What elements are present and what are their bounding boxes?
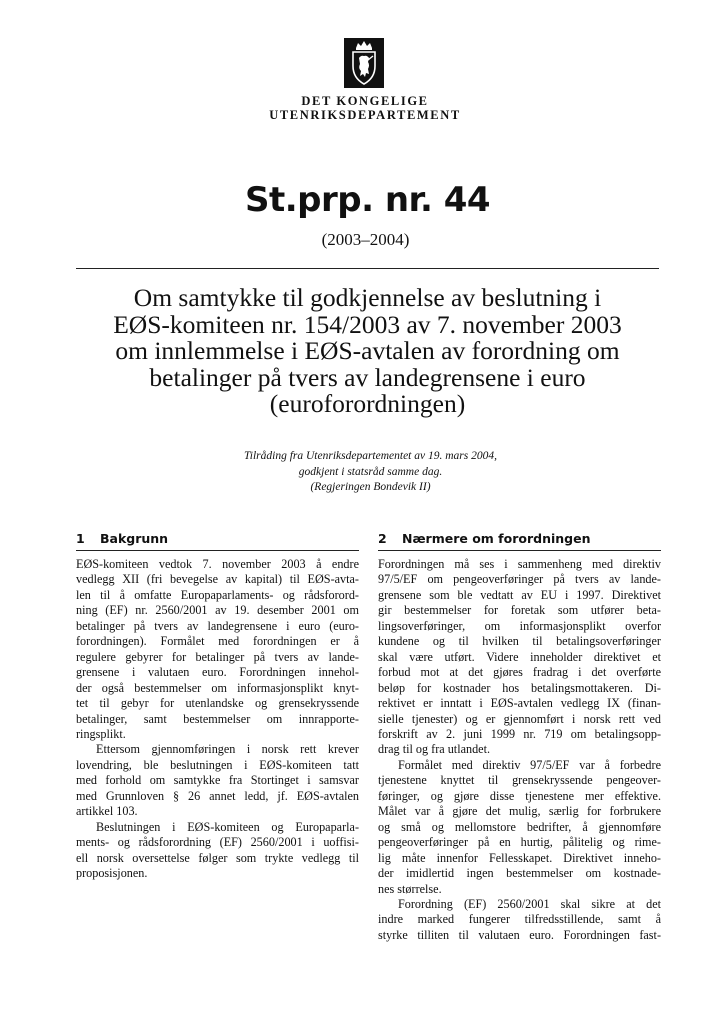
body-line: 97/5/EF om pengeoverføringer på tvers av lande- xyxy=(378,572,661,587)
body-line: kundene og til hvilken til betalingsoverføringer xyxy=(378,634,661,649)
title-line: betalinger på tvers av landegrensene i euro xyxy=(149,362,586,392)
norway-coat-of-arms-icon xyxy=(344,38,384,88)
section-regulation-details xyxy=(378,530,661,943)
body-line: styrke tilliten til valutaen euro. Forordningen fast- xyxy=(378,927,661,942)
body-line: forbud mot at det gjøres fradrag i det overførte xyxy=(378,665,661,680)
body-line: ning (EF) nr. 2560/2001 av 19. desember 2001 om xyxy=(76,603,359,618)
body-line: der også bestemmelser om informasjonsplikt knyt- xyxy=(76,680,359,695)
section-heading xyxy=(378,530,661,551)
body-line: lingsoverføringer, om informasjonsplikt overfor xyxy=(378,618,661,633)
body-line: ringsplikt. xyxy=(76,726,126,741)
body-line: tjenestene knyttet til grensekryssende pengeover- xyxy=(378,773,661,788)
section-background xyxy=(76,530,359,882)
body-line: forordningen). Formålet med forordningen er å xyxy=(76,634,359,649)
body-line: lig måte innenfor Fellesskapet. Direktivet inneho- xyxy=(378,850,661,865)
section-number: 2 xyxy=(378,531,387,546)
title-line: (euroforordningen) xyxy=(269,389,466,418)
body-line: Formålet med direktiv 97/5/EF var å forbedre xyxy=(398,757,661,772)
body-line: ments- og rådsforordning (EF) 2560/2001 i uoffisi- xyxy=(76,835,359,850)
body-line: føringer, og gjøre disse tjenestene mer effektive. xyxy=(378,788,661,803)
body-line: Forordningen må ses i sammenheng med direktiv xyxy=(378,557,661,571)
submission-line: Tilråding fra Utenriksdepartementet av 19. mars 2004, xyxy=(244,450,497,462)
section-heading xyxy=(76,530,359,551)
body-line: tet til gebyr for utenlandske og grensekryssende xyxy=(76,696,359,711)
body-line: proposisjonen. xyxy=(76,866,148,881)
body-line: drag til og fra utlandet. xyxy=(378,742,491,757)
body-line: lovendring, ble beslutningen i EØS-komiteen tatt xyxy=(76,757,359,772)
body-line: grensene som ble vedtatt av EU i 1997. Direktivet xyxy=(378,587,661,602)
body-line: skal være utført. Videre inneholder direktivet et xyxy=(378,649,661,664)
body-line: med Grunnloven § 26 annet ledd, jf. EØS-avtalen xyxy=(76,788,359,803)
session-years: (2003–2004) xyxy=(321,230,410,249)
body-line: Beslutningen i EØS-komiteen og Europaparla- xyxy=(96,819,359,834)
body-line: gir bestemmelser for foretak som utfører beta- xyxy=(378,603,661,618)
section-number: 1 xyxy=(76,531,85,546)
title-line: Om samtykke til godkjennelse av beslutning i xyxy=(133,283,602,312)
section-title: Bakgrunn xyxy=(100,531,169,546)
section-body xyxy=(378,557,661,943)
body-line: vedlegg XII (fri bevegelse av kapital) til EØS-avta- xyxy=(76,572,359,587)
body-line: betalinger på tvers av landegrensene i euro (euro- xyxy=(76,618,359,633)
submission-line: godkjent i statsråd samme dag. xyxy=(298,465,443,478)
body-line: med forhold om samtykke fra Stortinget i samsvar xyxy=(76,773,359,788)
body-line: indre marked fungerer tilfredsstillende, samt å xyxy=(378,912,661,927)
body-line: nes størrelse. xyxy=(378,881,442,896)
title-divider xyxy=(76,268,659,269)
body-line: beløp for kostnader hos betalingsmottakeren. Di- xyxy=(378,680,661,695)
document-title xyxy=(76,285,659,418)
section-title: Nærmere om forordningen xyxy=(402,531,591,546)
ministry-name-line2: UTENRIKSDEPARTEMENT xyxy=(269,108,461,122)
body-line: Forordning (EF) 2560/2001 skal sikre at det xyxy=(398,896,661,911)
body-line: ell norsk oversettelse følger som trykte vedlegg til xyxy=(76,850,359,865)
body-line: Målet var å gjøre det mulig, særlig for forbrukere xyxy=(378,804,661,819)
body-line: betalinger, samt bestemmelser om innrapporte- xyxy=(76,711,359,726)
submission-note xyxy=(76,449,659,496)
document-number: St.prp. nr. 44 xyxy=(244,180,491,220)
submission-line: (Regjeringen Bondevik II) xyxy=(310,481,431,493)
body-line: EØS-komiteen vedtok 7. november 2003 å endre xyxy=(76,557,359,571)
body-line: Ettersom gjennomføringen i norsk rett krever xyxy=(96,742,359,757)
body-line: regulere gebyrer for betalinger på tvers av lande- xyxy=(76,649,359,664)
body-line: len til å omfatte Europaparlaments- og rådsforord- xyxy=(76,587,359,602)
body-line: artikkel 103. xyxy=(76,804,138,819)
body-line: rektivet er inntatt i EØS-avtalen vedlegg IX (finan- xyxy=(378,696,661,711)
title-line: EØS-komiteen nr. 154/2003 av 7. november 2003 xyxy=(113,309,622,339)
body-line: der imidlertid ingen bestemmelser om kostnade- xyxy=(378,866,661,881)
title-line: om innlemmelse i EØS-avtalen av forordning om xyxy=(115,336,620,365)
body-line: forskrift av 2. juni 1999 nr. 719 om betalingsopp- xyxy=(378,726,661,741)
body-line: grensene i valutaen euro. Forordningen innehol- xyxy=(76,665,359,680)
body-line: pengeoverføringer på en hurtig, pålitelig og rime- xyxy=(378,835,661,850)
ministry-name-line1: DET KONGELIGE xyxy=(301,94,429,108)
section-body xyxy=(76,557,359,882)
body-line: sielle tjenester) og er gjennomført i norsk rett ved xyxy=(378,711,661,726)
body-line: og små og mellomstore bedrifter, å gjennomføre xyxy=(378,819,661,834)
